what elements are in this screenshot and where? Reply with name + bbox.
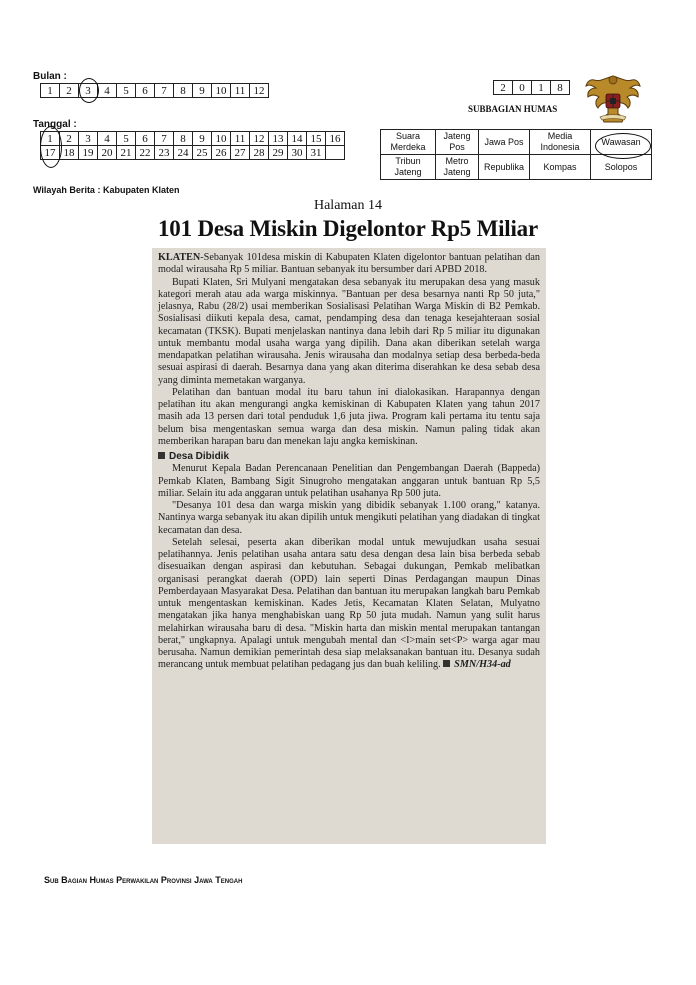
paragraph: Menurut Kepala Badan Perencanaan Penelitian dan Pengembangan Daerah (Bappeda) Pemkab Klaten, Bambang Sigit Sinugroho mengatakan anggaran untuk bantuan Rp 5,5 miliar. Selain itu ada anggaran untuk pelatihan usahanya Rp 500 juta. — [158, 463, 540, 499]
year-grid — [493, 80, 570, 95]
date-cell: 6 — [136, 132, 155, 146]
date-cell: 23 — [155, 146, 174, 160]
date-cell: 5 — [117, 132, 136, 146]
subheading: Desa Dibidik — [158, 451, 540, 463]
year-digit-cell: 0 — [513, 81, 532, 95]
media-selection-circle — [595, 133, 651, 159]
date-cell: 29 — [269, 146, 288, 160]
month-cell: 1 — [41, 84, 60, 98]
date-grid — [40, 131, 345, 160]
dateline: KLATEN — [158, 252, 201, 263]
garuda-emblem-icon — [582, 70, 644, 124]
square-bullet-icon — [158, 452, 165, 459]
date-cell: 20 — [98, 146, 117, 160]
month-cell: 3 — [79, 84, 98, 98]
date-cell: 4 — [98, 132, 117, 146]
paragraph: Bupati Klaten, Sri Mulyani mengatakan desa sebanyak itu merupakan desa yang masuk kategori merah atau ada warga miskinnya. "Bantuan per desa besarnya nanti Rp 50 juta," jelasnya, Rabu (28/2) usai memberikan Sosialisasi Pelatihan Warga Miskin di B2 Pemkab. Sosialisasi diikuti kepala desa, camat, pendamping desa dan tenaga kesejahteraan sosial kecamatan (TKSK). Bupati menjelaskan nantinya dana lebih dari Rp 5 miliar itu digunakan untuk membantu modal usaha warga yang dipilih. Dana akan diberikan setelah warga mendapatkan pelatihan wirausaha. Jenis wirausaha dan modalnya setiap desa berbeda-beda sesuai aspirasi di daerah. Besarnya dana yang akan diterima diserahkan ke desa sebab desa yang diminta memetakan warganya. — [158, 276, 540, 386]
date-cell: 31 — [307, 146, 326, 160]
date-cell: 24 — [174, 146, 193, 160]
month-cell: 11 — [231, 84, 250, 98]
month-cell: 6 — [136, 84, 155, 98]
newspaper-clipping — [152, 248, 546, 844]
date-cell: 14 — [288, 132, 307, 146]
media-cell: Republika — [479, 155, 530, 180]
date-cell: 3 — [79, 132, 98, 146]
page-number: Halaman 14 — [313, 198, 383, 213]
date-cell: 8 — [174, 132, 193, 146]
paragraph: Setelah selesai, peserta akan diberikan modal untuk mewujudkan usaha sesuai pelatihannya. Jenis pelatihan usaha antara satu desa dengan desa lain bisa berbeda sebab disesuaikan dengan aspirasi dan kebutuhan. Sebagai dukungan, Pemkab melibatkan organisasi perangkat daerah (OPD) lain seperti Dinas Perdagangan maupun Dinas Pemberdayaan Masyarakat Desa. Pelatihan dan bantuan itu merupakan langkah baru Pemkab untuk mengentaskan kemiskinan. Kades Jetis, Kecamatan Klaten Selatan, Mulyatno mengatakan jika hanya menghabiskan uang Rp 50 juta mudah. Namun yang sulit harus melahirkan wirausaha baru di desa. "Miskin harta dan miskin mental merupakan tantangan berat," ungkapnya. Apalagi untuk mengubah mental dan <I>main set<P> warga agar mau berusaha. Namun demikian pemerintah desa siap melaksanakan bantuan itu. Desanya sudah merancang untuk membuat pelatihan pedagang jus dan buah keliling. SMN/H34-ad — [158, 536, 540, 671]
date-cell: 28 — [250, 146, 269, 160]
media-cell: Wawasan — [591, 130, 652, 155]
media-cell: Jateng Pos — [436, 130, 479, 155]
headline: 101 Desa Miskin Digelontor Rp5 Miliar — [158, 216, 538, 241]
media-cell: Tribun Jateng — [381, 155, 436, 180]
tanggal-label: Tanggal : — [33, 119, 77, 130]
lead-paragraph — [158, 252, 540, 277]
footer-text: Sub Bagian Humas Perwakilan Provinsi Jawa Tengah — [44, 875, 243, 885]
media-cell: Kompas — [530, 155, 591, 180]
wilayah-berita: Wilayah Berita : Kabupaten Klaten — [33, 185, 180, 195]
date-cell: 12 — [250, 132, 269, 146]
month-cell: 7 — [155, 84, 174, 98]
paragraph: "Desanya 101 desa dan warga miskin yang dibidik sebanyak 1.100 orang," katanya. Nantinya warga sebanyak itu akan dipilih untuk mengikuti pelatihan yang diadakan di tingkat kecamatan dan desa. — [158, 500, 540, 536]
date-cell: 7 — [155, 132, 174, 146]
date-cell: 13 — [269, 132, 288, 146]
media-cell: Jawa Pos — [479, 130, 530, 155]
month-cell: 12 — [250, 84, 269, 98]
date-cell: 1 — [41, 132, 60, 146]
date-cell: 16 — [326, 132, 345, 146]
byline: SMN/H34-ad — [454, 659, 511, 671]
month-cell: 2 — [60, 84, 79, 98]
date-cell: 10 — [212, 132, 231, 146]
date-cell — [326, 146, 345, 160]
date-cell: 17 — [41, 146, 60, 160]
year-digit-cell: 2 — [494, 81, 513, 95]
month-grid — [40, 83, 269, 98]
media-cell: Metro Jateng — [436, 155, 479, 180]
media-cell: Media Indonesia — [530, 130, 591, 155]
month-cell: 9 — [193, 84, 212, 98]
date-cell: 18 — [60, 146, 79, 160]
media-cell: Suara Merdeka — [381, 130, 436, 155]
month-cell: 8 — [174, 84, 193, 98]
date-cell: 15 — [307, 132, 326, 146]
date-selection-circle — [40, 126, 62, 168]
date-cell: 30 — [288, 146, 307, 160]
date-cell: 21 — [117, 146, 136, 160]
square-bullet-icon — [443, 660, 450, 667]
media-cell: Solopos — [591, 155, 652, 180]
lead-text: -Sebanyak 101desa miskin di Kabupaten Klaten digelontor bantuan pelatihan dan modal wirausaha Rp 5 miliar. Bantuan sebanyak itu bersumber dari APBD 2018. — [158, 252, 540, 276]
date-cell: 26 — [212, 146, 231, 160]
date-cell: 27 — [231, 146, 250, 160]
month-cell: 4 — [98, 84, 117, 98]
year-digit-cell: 8 — [551, 81, 570, 95]
year-digit-cell: 1 — [532, 81, 551, 95]
date-cell: 2 — [60, 132, 79, 146]
bulan-label: Bulan : — [33, 71, 67, 82]
paragraph: Pelatihan dan bantuan modal itu baru tahun ini dialokasikan. Harapannya dengan pelatihan itu akan mengurangi angka kemiskinan di Kabupaten Klaten yang tahun 2017 masih ada 13 persen dari total penduduk 1,6 juta jiwa. Program kali pertama itu tentu saja belum bisa mengentaskan semua warga dan desa miskin. Namun paling tidak akan memberikan harapan baru dan menekan laju angka kemiskinan. — [158, 386, 540, 447]
month-selection-circle — [79, 78, 99, 103]
date-cell: 22 — [136, 146, 155, 160]
date-cell: 25 — [193, 146, 212, 160]
month-cell: 5 — [117, 84, 136, 98]
subbagian-humas: SUBBAGIAN HUMAS — [468, 104, 558, 114]
date-cell: 9 — [193, 132, 212, 146]
date-cell: 11 — [231, 132, 250, 146]
date-cell: 19 — [79, 146, 98, 160]
month-cell: 10 — [212, 84, 231, 98]
